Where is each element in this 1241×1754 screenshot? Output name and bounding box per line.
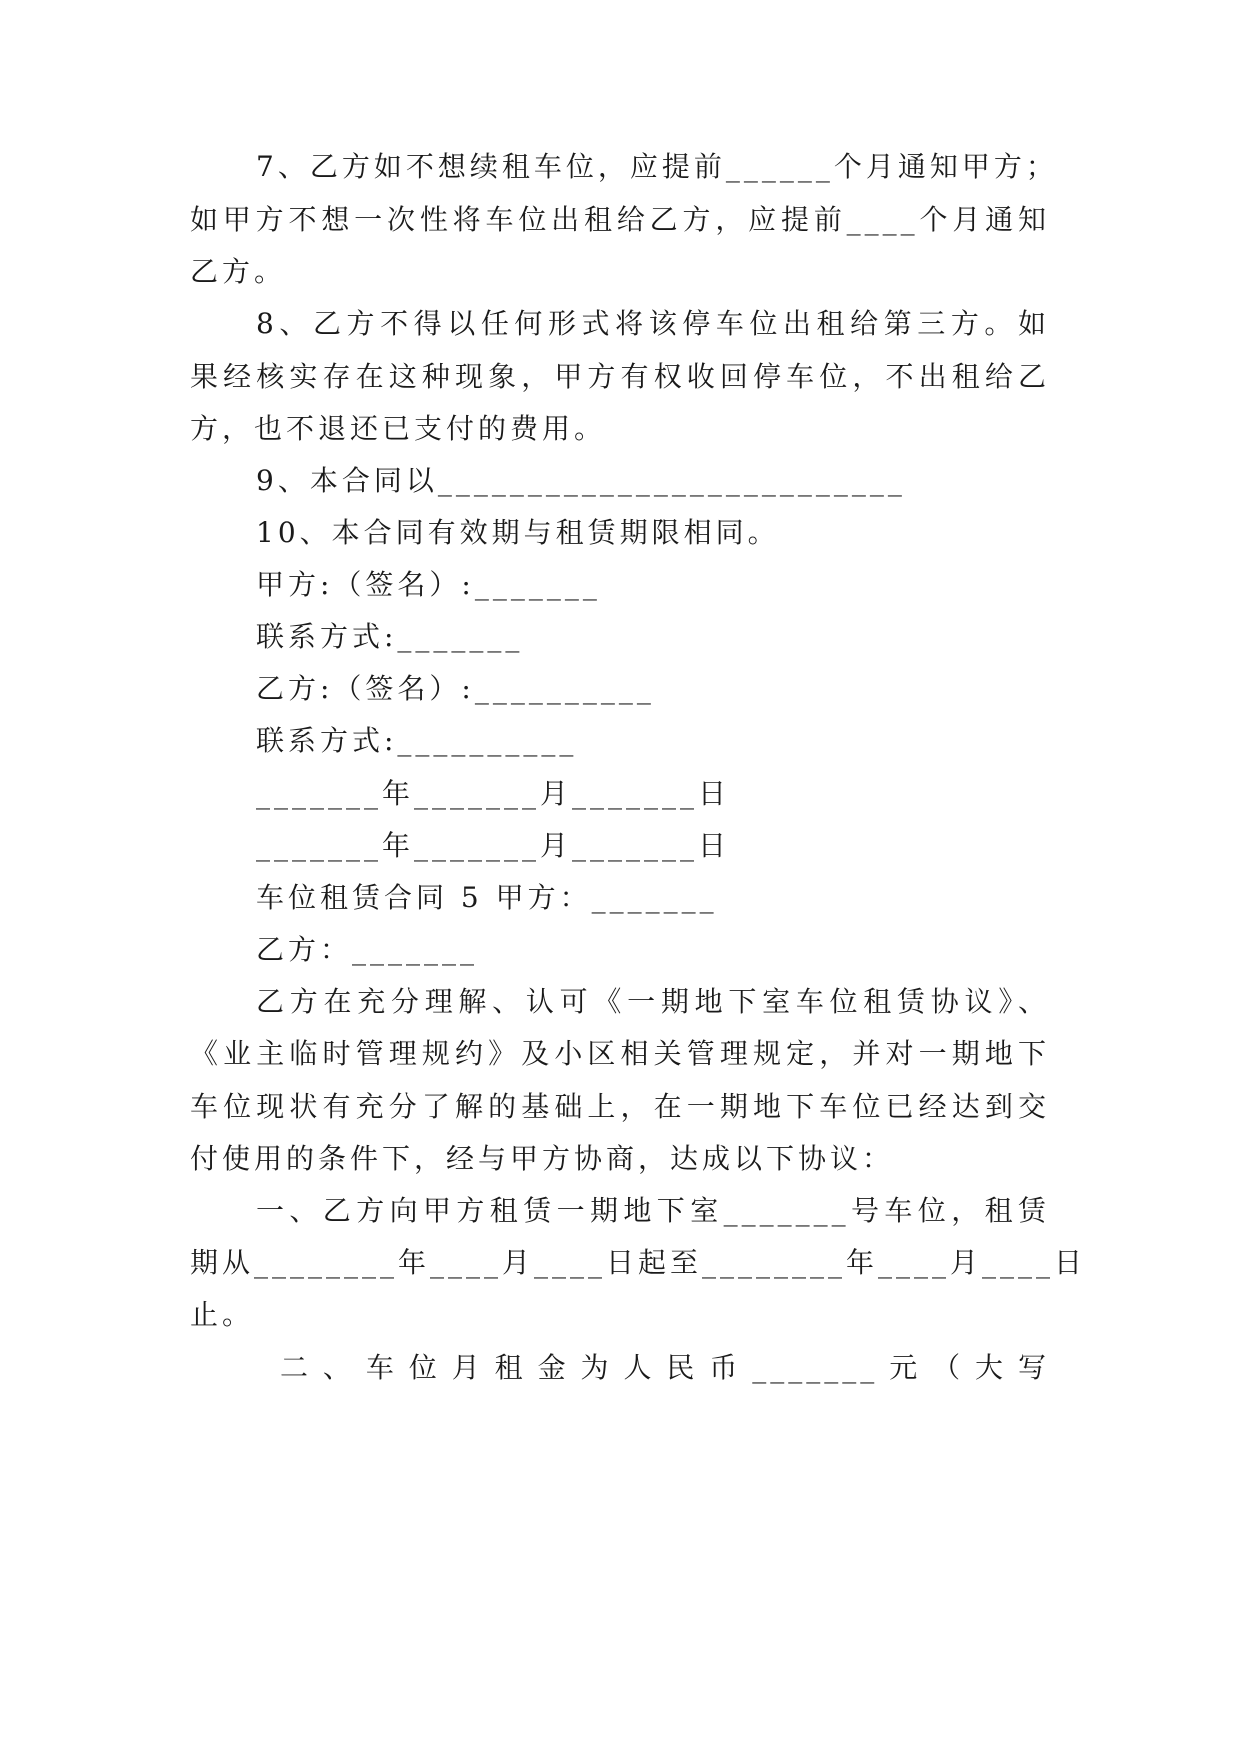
- party-b-contact: 联系方式:__________: [256, 724, 578, 757]
- clause-7-line-1: 7、乙方如不想续租车位，应提前______个月通知甲方；: [256, 150, 1058, 183]
- article-1-line-2: 期从________年____月____日起至________年____月____日: [190, 1246, 1087, 1279]
- article-1-line-1: 一、乙方向甲方租赁一期地下室_______号车位，租赁: [256, 1194, 1050, 1227]
- preamble-line-2: 《业主临时管理规约》及小区相关管理规定，并对一期地下: [190, 1037, 1050, 1070]
- date-line-2: _______年_______月_______日: [256, 829, 731, 862]
- party-a-contact: 联系方式:_______: [256, 620, 524, 653]
- clause-10: 10、本合同有效期与租赁期限相同。: [256, 516, 780, 549]
- preamble-line-4: 付使用的条件下，经与甲方协商，达成以下协议：: [190, 1142, 895, 1175]
- article-1-line-3: 止。: [190, 1298, 255, 1331]
- clause-7-line-2: 如甲方不想一次性将车位出租给乙方，应提前____个月通知: [190, 203, 1050, 236]
- clause-9: 9、本合同以__________________________: [256, 464, 906, 497]
- clause-8-line-1: 8、乙方不得以任何形式将该停车位出租给第三方。如: [256, 307, 1050, 340]
- preamble-line-3: 车位现状有充分了解的基础上，在一期地下车位已经达到交: [190, 1090, 1050, 1123]
- preamble-line-1: 乙方在充分理解、认可《一期地下室车位租赁协议》、: [256, 985, 1050, 1018]
- party-a-signature: 甲方:（签名）:_______: [256, 568, 601, 601]
- contract-5-party-b: 乙方：_______: [256, 933, 479, 966]
- contract-5-heading: 车位租赁合同 5 甲方：_______: [256, 881, 718, 914]
- clause-7-line-3: 乙方。: [190, 255, 287, 288]
- party-b-signature: 乙方:（签名）:__________: [256, 672, 655, 705]
- clause-8-line-3: 方，也不退还已支付的费用。: [190, 412, 607, 445]
- date-line-1: _______年_______月_______日: [256, 777, 731, 810]
- clause-8-line-2: 果经核实存在这种现象，甲方有权收回停车位，不出租给乙: [190, 360, 1050, 393]
- article-2-line-1: 二、车位月租金为人民币_______元（大写: [280, 1351, 1050, 1384]
